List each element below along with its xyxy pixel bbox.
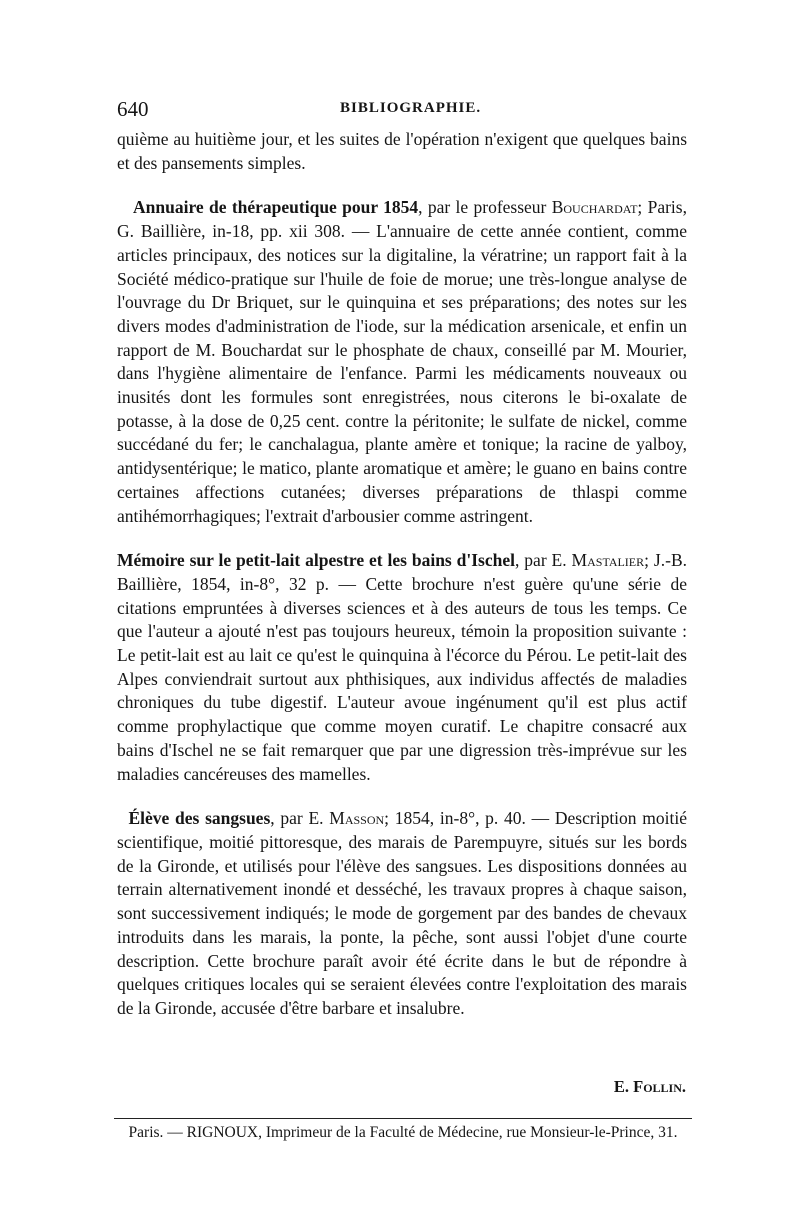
signature [614, 1077, 686, 1097]
entry-author: Bouchardat [551, 197, 638, 218]
running-title: BIBLIOGRAPHIE. [340, 100, 482, 116]
entry-paragraph-petit-lait [117, 549, 687, 786]
intro-paragraph: quième au huitième jour, et les suites de l'opération n'exigent que quelques bains et des pansements simples. [117, 129, 687, 173]
signature-initial: E. [613, 1077, 634, 1096]
entry-author: Mastalier [571, 550, 645, 571]
page-number: 640 [117, 97, 149, 121]
page-header [117, 97, 687, 127]
entry-paragraph-sangsues [117, 807, 687, 1020]
article-body [117, 128, 687, 1021]
entry-body: ; 1854, in-8°, p. 40. — Description moitié scientifique, moitié pittoresque, des marais de Parempuyre, situés sur les bords de la Gironde, et utilisés pour l'élève des sangsues. Les dispositions données au terrain alternativement inondé et desséché, les travaux propres à chaque saison, sont successivement indiqués; le mode de gorgement par des bandes de chevaux introduits dans les marais, la ponte, la pêche, sont aussi l'objet d'une courte description. Cette brochure paraît avoir été écrite dans le but de répondre à quelques critiques locales qui se seraient élevées contre l'exploitation des marais de la Gironde, accusée d'être barbare et insalubre. [117, 808, 687, 1018]
entry-title: Élève des sangsues [128, 808, 271, 829]
entry-author: Masson [329, 808, 385, 829]
entry-author-prefix: , par le professeur [418, 197, 552, 218]
printer-imprint: Paris. — RIGNOUX, Imprimeur de la Faculté de Médecine, rue Monsieur-le-Prince, 31. [128, 1124, 678, 1141]
entry-title: Annuaire de thérapeutique pour 1854 [133, 197, 419, 218]
signature-name: Follin. [633, 1077, 686, 1096]
entry-title: Mémoire sur le petit-lait alpestre et les bains d'Ischel [117, 550, 516, 571]
entry-body: ; Paris, G. Baillière, in-18, pp. xii 308. — L'annuaire de cette année contient, comme articles principaux, des notices sur la digitaline, la vératrine; un rapport fait à la Société médico-pratique sur l'huile de foie de morue; une très-longue analyse de l'ouvrage du Dr Briquet, sur le quinquina et ses préparations; des notes sur les divers modes d'administration de l'iode, sur la médication arsenicale, et enfin un rapport de M. Bouchardat sur le phosphate de chaux, conseillé par M. Mourier, dans l'hygiène alimentaire de l'enfance. Parmi les médicaments nouveaux ou inusités dont les formules sont enregistrées, nous citerons le bi-oxalate de potasse, à la dose de 0,25 cent. contre la péritonite; le sulfate de nickel, comme succédané du fer; le canchalagua, plante amère et tonique; la racine de yalboy, antidysentérique; le matico, plante aromatique et amère; le guano en bains contre certaines affections cutanées; diverses préparations de thlaspi comme antihémorrhagiques; l'extrait d'arbousier comme astringent. [117, 197, 687, 526]
entry-author-prefix: , par E. [270, 808, 330, 829]
footer-rule [114, 1118, 692, 1119]
entry-paragraph-annuaire [117, 196, 687, 528]
entry-body: ; J.-B. Baillière, 1854, in-8°, 32 p. — Cette brochure n'est guère qu'une série de citations empruntées à diverses sciences et à des auteurs de tous les temps. Ce que l'auteur a ajouté n'est pas toujours heureux, témoin la proposition suivante : Le petit-lait est au lait ce qu'est le quinquina à l'écorce du Pérou. Le petit-lait des Alpes conviendrait surtout aux phthisiques, aux individus affectés de maladies chroniques du tube digestif. L'auteur avoue ingénument qu'il est plus actif comme prophylactique que comme moyen curatif. Le chapitre consacré aux bains d'Ischel ne se fait remarquer que par une digression très-imprévue sur les maladies cancéreuses des mamelles. [117, 550, 687, 784]
entry-author-prefix: , par E. [515, 550, 572, 571]
